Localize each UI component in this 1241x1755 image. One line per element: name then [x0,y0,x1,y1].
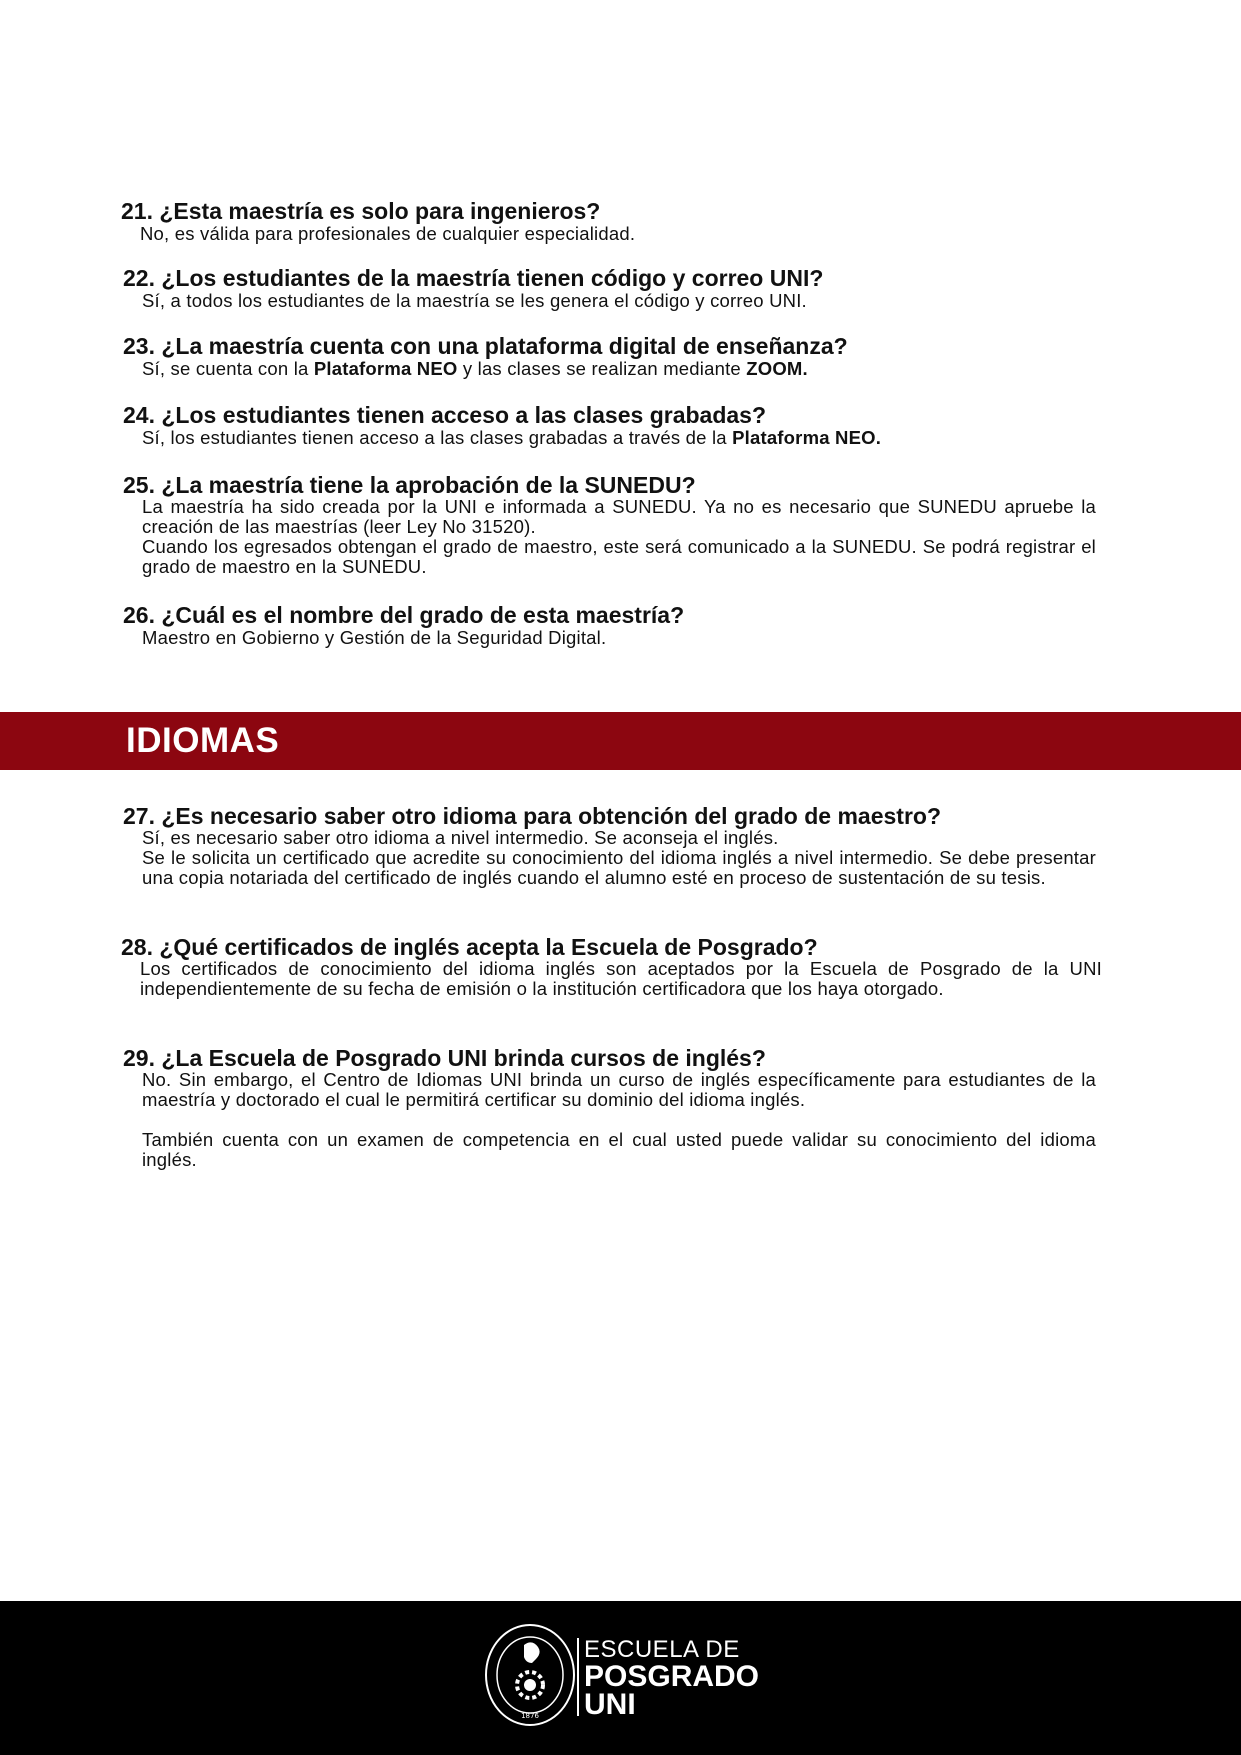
faq-question: 24. ¿Los estudiantes tienen acceso a las clases grabadas? [123,402,767,428]
logo-text [584,1637,759,1719]
faq-answer: No, es válida para profesionales de cualquier especialidad. [140,223,636,244]
footer [0,1601,1241,1755]
faq-answer: No. Sin embargo, el Centro de Idiomas UNI brinda un curso de inglés específicamente para estudiantes de la maestría y doctorado el cual le permitirá certificar su dominio del idioma inglés. También cuenta con un examen de competencia en el cual usted puede validar su conocimiento del idioma inglés. [142,1069,1096,1170]
logo-divider [577,1638,579,1716]
faq-answer: La maestría ha sido creada por la UNI e informada a SUNEDU. Ya no es necesario que SUNEDU apruebe la creación de las maestrías (leer Ley No 31520). Cuando los egresados obtengan el grado de maestro, este será comunicado a la SUNEDU. Se podrá registrar el grado de maestro en la SUNEDU. [142,496,1096,577]
faq-answer: Sí, es necesario saber otro idioma a nivel intermedio. Se aconseja el inglés. Se le solicita un certificado que acredite su conocimiento del idioma inglés a nivel intermedio. Se debe presentar una copia notariada del certificado de inglés cuando el alumno esté en proceso de sustentación de su tesis. [142,827,1096,888]
faq-item-21 [0,197,1241,244]
faq-answer: Maestro en Gobierno y Gestión de la Seguridad Digital. [142,627,607,648]
faq-item-22 [0,264,1241,311]
faq-answer: Los certificados de conocimiento del idioma inglés son aceptados por la Escuela de Posgrado de la UNI independientemente de su fecha de emisión o la institución certificadora que los haya otorgado. [140,958,1102,999]
section-band-idiomas [0,712,1241,770]
logo-line-2: POSGRADO [584,1660,760,1693]
uni-seal-icon [484,1623,576,1727]
escuela-posgrado-logo [484,1621,784,1731]
faq-question: 26. ¿Cuál es el nombre del grado de esta maestría? [123,602,685,628]
faq-answer: Sí, se cuenta con la Plataforma NEO y las clases se realizan mediante ZOOM. [142,358,808,379]
faq-item-24 [0,401,1241,448]
faq-question: 25. ¿La maestría tiene la aprobación de la SUNEDU? [123,472,696,498]
faq-item-23 [0,332,1241,379]
faq-item-29 [0,1044,1241,1170]
faq-question: 28. ¿Qué certificados de inglés acepta la Escuela de Posgrado? [121,934,818,960]
faq-question: 23. ¿La maestría cuenta con una plataforma digital de enseñanza? [123,333,848,359]
faq-question: 21. ¿Esta maestría es solo para ingenieros? [121,198,601,224]
logo-line-3: UNI [584,1688,636,1721]
faq-answer: Sí, los estudiantes tienen acceso a las clases grabadas a través de la Plataforma NEO. [142,427,882,448]
faq-question: 22. ¿Los estudiantes de la maestría tienen código y correo UNI? [123,265,824,291]
faq-answer: Sí, a todos los estudiantes de la maestría se les genera el código y correo UNI. [142,290,807,311]
logo-line-1: ESCUELA DE [584,1636,740,1663]
faq-item-27 [0,802,1241,888]
section-title: IDIOMAS [126,721,280,760]
svg-text:1876: 1876 [521,1712,539,1720]
faq-question: 27. ¿Es necesario saber otro idioma para obtención del grado de maestro? [123,803,942,829]
faq-item-26 [0,601,1241,648]
faq-item-25 [0,471,1241,577]
faq-item-28 [0,933,1241,999]
faq-question: 29. ¿La Escuela de Posgrado UNI brinda cursos de inglés? [123,1045,766,1071]
